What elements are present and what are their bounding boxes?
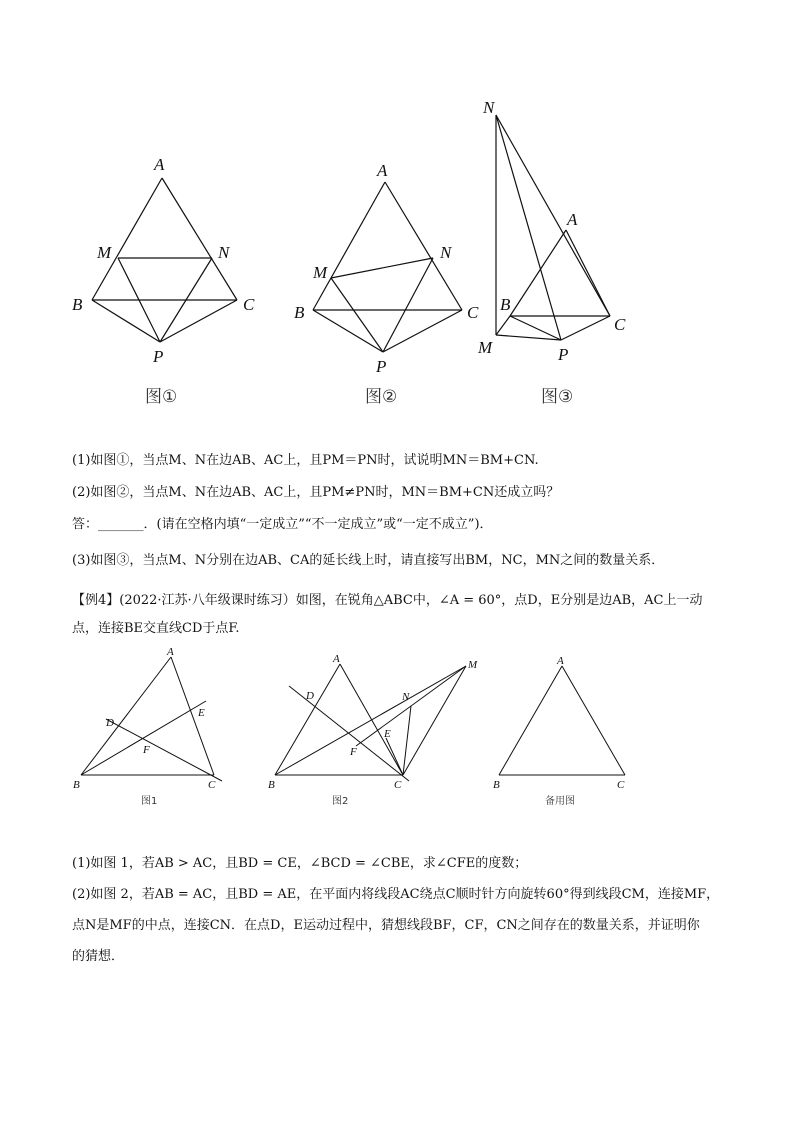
label-B: B <box>500 295 511 314</box>
sub-question-2-line-3: 的猜想． <box>72 949 125 964</box>
label-D: D <box>306 690 314 702</box>
label-C: C <box>394 779 402 791</box>
label-N: N <box>218 243 230 262</box>
example-4-line-2: 点，连接BE交直线CD于点F. <box>72 621 240 636</box>
label-M: M <box>478 338 493 357</box>
question-3: (3)如图③，当点M、N分别在边AB、CA的延长线上时，请直接写出BM，NC，MN之间的数量关系． <box>72 553 665 568</box>
sub-question-2-line-2: 点N是MF的中点，连接CN．在点D，E运动过程中，猜想线段BF，CF，CN之间存在的数量关系，并证明你 <box>72 918 700 933</box>
figure-b1-caption: 图1 <box>141 796 158 807</box>
figure-1 <box>72 155 255 407</box>
figure-b3 <box>493 655 625 807</box>
label-P: P <box>153 347 164 366</box>
label-N: N <box>440 243 452 262</box>
figure-2-caption: 图② <box>365 387 398 407</box>
figure-b1 <box>73 646 222 807</box>
label-C: C <box>208 779 216 791</box>
label-P: P <box>376 357 387 376</box>
figure-3-caption: 图③ <box>541 387 574 407</box>
sub-question-1: (1)如图 1，若AB > AC，且BD = CE，∠BCD = ∠CBE，求∠CFE的度数； <box>72 856 528 871</box>
figure-b2 <box>268 653 478 807</box>
figure-b3-caption: 备用图 <box>545 796 575 807</box>
question-1: (1)如图①，当点M、N在边AB、AC上，且PM＝PN时，试说明MN＝BM+CN. <box>72 453 539 468</box>
figure-2 <box>294 161 479 407</box>
label-A: A <box>557 655 564 667</box>
label-F: F <box>143 744 150 756</box>
label-N: N <box>402 691 410 703</box>
label-A: A <box>154 155 165 174</box>
question-2: (2)如图②，当点M、N在边AB、AC上，且PM≠PN时，MN＝BM+CN还成立吗？ <box>72 485 560 500</box>
label-A: A <box>377 161 388 180</box>
answer-line: 答：_______．(请在空格内填“一定成立”“不一定成立”或“一定不成立”)． <box>72 517 493 532</box>
label-M: M <box>468 659 478 671</box>
label-F: F <box>350 746 357 758</box>
label-C: C <box>617 779 625 791</box>
label-M: M <box>313 263 328 282</box>
label-M: M <box>97 243 112 262</box>
label-B: B <box>493 779 500 791</box>
label-B: B <box>72 295 83 314</box>
figure-3 <box>477 98 626 407</box>
example-4-line-1: 【例4】(2022·江苏·八年级课时练习）如图，在锐角△ABC中，∠A = 60°，点D，E分别是边AB，AC上一动 <box>72 593 703 608</box>
label-B: B <box>268 779 275 791</box>
label-C: C <box>467 303 479 322</box>
label-N: N <box>483 98 495 117</box>
label-B: B <box>73 779 80 791</box>
label-E: E <box>198 707 205 719</box>
label-A: A <box>567 210 578 229</box>
label-C: C <box>614 315 626 334</box>
label-A: A <box>333 653 340 665</box>
label-B: B <box>294 303 305 322</box>
label-E: E <box>384 728 391 740</box>
label-P: P <box>558 345 569 364</box>
figure-b2-caption: 图2 <box>332 796 349 807</box>
sub-question-2-line-1: (2)如图 2，若AB = AC，且BD = AE，在平面内将线段AC绕点C顺时针方向旋转60°得到线段CM，连接MF， <box>72 887 720 902</box>
label-A: A <box>167 646 174 658</box>
label-C: C <box>243 295 255 314</box>
figure-1-caption: 图① <box>145 387 178 407</box>
label-D: D <box>106 717 114 729</box>
